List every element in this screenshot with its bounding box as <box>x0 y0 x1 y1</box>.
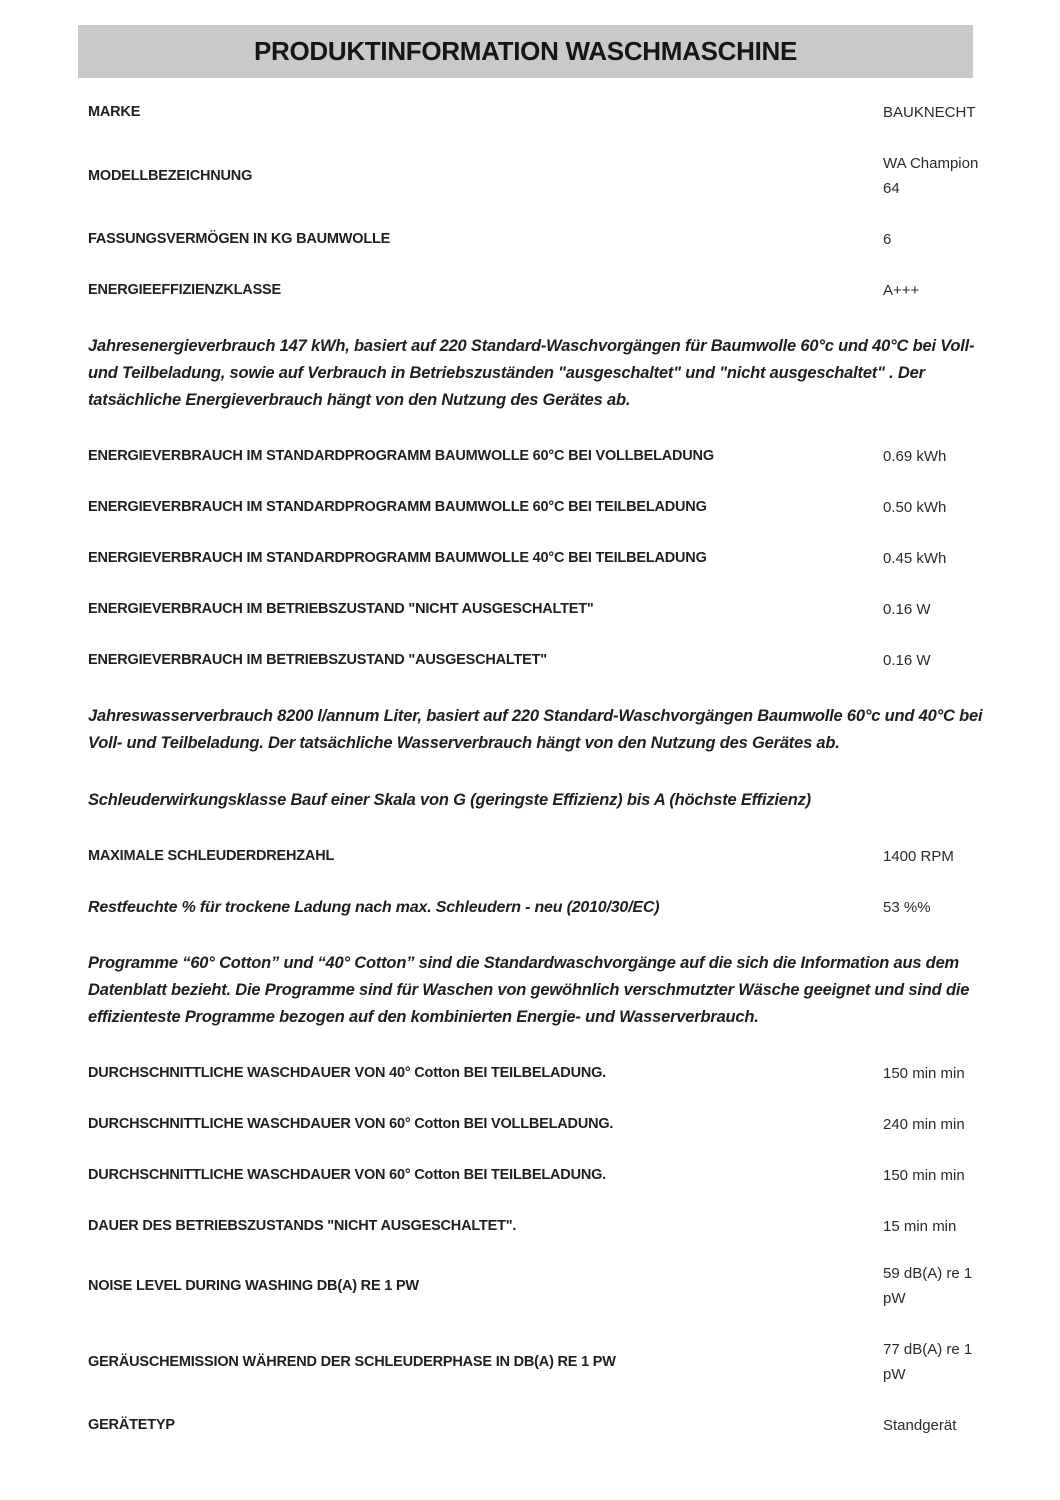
spec-value: 53 %% <box>883 899 931 916</box>
spec-table-general <box>88 100 985 303</box>
spec-label: ENERGIEVERBRAUCH IM STANDARDPROGRAMM BAUMWOLLE 60°C BEI VOLLBELADUNG <box>88 448 714 464</box>
spec-value: Standgerät <box>883 1417 957 1434</box>
spec-row-restfeuchte <box>88 895 985 920</box>
spec-table-durations <box>88 1061 985 1239</box>
spec-row-fassungsvermoegen <box>88 227 985 252</box>
spec-label: ENERGIEVERBRAUCH IM BETRIEBSZUSTAND "AUSGESCHALTET" <box>88 652 547 668</box>
spec-label: Restfeuchte % für trockene Ladung nach max. Schleudern - neu (2010/30/EC) <box>88 899 660 916</box>
spec-label: DURCHSCHNITTLICHE WASCHDAUER VON 40° Cotton BEI TEILBELADUNG. <box>88 1065 607 1081</box>
header-bar <box>78 25 973 78</box>
spec-label: GERÄUSCHEMISSION WÄHREND DER SCHLEUDERPHASE IN DB(A) RE 1 PW <box>88 1353 616 1370</box>
spec-label: DAUER DES BETRIEBSZUSTANDS "NICHT AUSGESCHALTET". <box>88 1218 517 1234</box>
spec-value: 0.16 W <box>883 601 931 618</box>
spec-row-modell <box>88 151 985 201</box>
spec-value: 0.50 kWh <box>883 499 947 516</box>
spec-row-noise-washing <box>88 1261 985 1311</box>
spec-label: FASSUNGSVERMÖGEN IN KG BAUMWOLLE <box>88 231 391 247</box>
spec-value: 77 dB(A) re 1 pW <box>883 1341 973 1383</box>
spec-row-waschdauer-60-voll <box>88 1112 985 1137</box>
spec-table-energy <box>88 444 985 673</box>
spec-table-spin <box>88 844 985 920</box>
spec-row-waschdauer-40-teil <box>88 1061 985 1086</box>
spec-value: 1400 RPM <box>883 848 954 865</box>
spec-row-dauer-nicht-ausgeschaltet <box>88 1214 985 1239</box>
spec-row-energie-nicht-ausgeschaltet <box>88 597 985 622</box>
spec-value: 15 min min <box>883 1218 957 1235</box>
spec-row-marke <box>88 100 985 125</box>
page-title: PRODUKTINFORMATION WASCHMASCHINE <box>253 36 798 66</box>
spec-row-energieeffizienzklasse <box>88 278 985 303</box>
spec-row-geraetetyp <box>88 1413 985 1438</box>
spec-label: MAXIMALE SCHLEUDERDREHZAHL <box>88 848 335 864</box>
spec-value: 150 min min <box>883 1167 965 1184</box>
spec-label: MODELLBEZEICHNUNG <box>88 167 253 184</box>
spec-value: 0.69 kWh <box>883 448 947 465</box>
spec-row-waschdauer-60-teil <box>88 1163 985 1188</box>
spec-value: BAUKNECHT <box>883 104 976 121</box>
spec-table-noise <box>88 1261 985 1438</box>
spec-label: DURCHSCHNITTLICHE WASCHDAUER VON 60° Cotton BEI VOLLBELADUNG. <box>88 1116 614 1132</box>
spec-label: DURCHSCHNITTLICHE WASCHDAUER VON 60° Cotton BEI TEILBELADUNG. <box>88 1167 607 1183</box>
spec-row-energie-ausgeschaltet <box>88 648 985 673</box>
spec-label: MARKE <box>88 104 141 120</box>
spec-row-energie-60-teil <box>88 495 985 520</box>
spec-label: ENERGIEVERBRAUCH IM BETRIEBSZUSTAND "NICHT AUSGESCHALTET" <box>88 601 594 617</box>
spec-row-energie-60-voll <box>88 444 985 469</box>
spec-value: 59 dB(A) re 1 pW <box>883 1265 973 1307</box>
spec-value: A+++ <box>883 282 920 299</box>
programs-paragraph: Programme “60° Cotton” und “40° Cotton” sind die Standardwaschvorgänge auf die sich die Information aus dem Datenblatt bezieht. Die Programme sind für Waschen von gewöhnlich verschmutzter Wäsche geeignet und sind die effizienteste Programme bezogen auf den kombinierten Energie- und Wasserverbrauch. <box>88 954 970 1026</box>
spec-row-energie-40-teil <box>88 546 985 571</box>
spec-label: GERÄTETYP <box>88 1417 175 1433</box>
spec-value: 0.45 kWh <box>883 550 947 567</box>
spec-label: ENERGIEVERBRAUCH IM STANDARDPROGRAMM BAUMWOLLE 60°C BEI TEILBELADUNG <box>88 499 707 515</box>
spec-label: NOISE LEVEL DURING WASHING DB(A) RE 1 PW <box>88 1277 419 1294</box>
annual-energy-paragraph: Jahresenergieverbrauch 147 kWh, basiert auf 220 Standard-Waschvorgängen für Baumwolle 60°c und 40°C bei Voll- und Teilbeladung, sowie auf Verbrauch in Betriebszuständen "ausgeschaltet" und "nicht ausgeschaltet" . Der tatsächliche Energieverbrauch hängt von den Nutzung des Gerätes ab. <box>88 337 975 409</box>
spec-value: 6 <box>883 231 892 248</box>
spec-value: 0.16 W <box>883 652 931 669</box>
spec-row-noise-spin <box>88 1337 985 1387</box>
spec-label: ENERGIEEFFIZIENZKLASSE <box>88 282 281 298</box>
annual-water-paragraph: Jahreswasserverbrauch 8200 l/annum Liter, basiert auf 220 Standard-Waschvorgängen Baumwolle 60°c und 40°C bei Voll- und Teilbeladung. Der tatsächliche Wasserverbrauch hängt von den Nutzung des Gerätes ab. <box>88 707 983 752</box>
spec-value: 240 min min <box>883 1116 965 1133</box>
spec-value: 150 min min <box>883 1065 965 1082</box>
spec-row-schleuderdrehzahl <box>88 844 985 869</box>
spin-class-paragraph: Schleuderwirkungsklasse Bauf einer Skala von G (geringste Effizienz) bis A (höchste Effizienz) <box>88 791 811 809</box>
spec-value: WA Champion 64 <box>883 155 979 197</box>
spec-label: ENERGIEVERBRAUCH IM STANDARDPROGRAMM BAUMWOLLE 40°C BEI TEILBELADUNG <box>88 550 707 566</box>
